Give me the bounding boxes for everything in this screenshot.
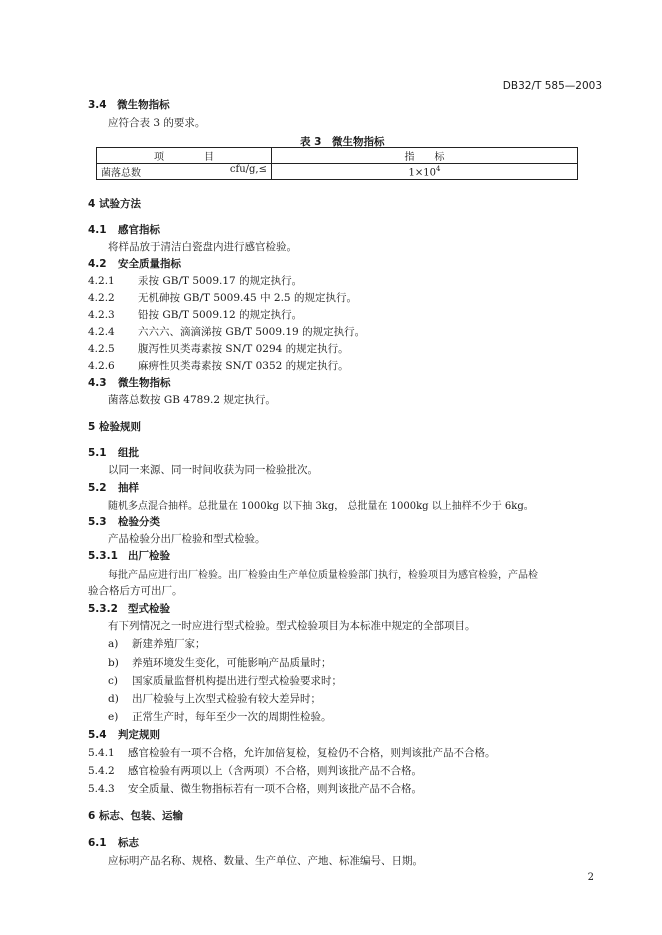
s52-title: 抽样 — [118, 482, 139, 494]
s52-heading — [88, 480, 139, 495]
item-num: 4.2.5 — [88, 343, 115, 355]
s53-title: 检验分类 — [118, 516, 160, 528]
item-num: 4.2.2 — [88, 292, 115, 304]
s61-heading — [88, 835, 139, 850]
row-item: 菌落总数 — [101, 168, 141, 179]
list-item — [108, 709, 332, 724]
item-text: 腹泻性贝类毒素按 SN/T 0294 的规定执行。 — [138, 343, 349, 355]
item-num: 5.4.1 — [88, 747, 115, 759]
item-text: 新建养殖厂家； — [132, 638, 206, 650]
s61-text: 应标明产品名称、规格、数量、生产单位、产地、标准编号、日期。 — [108, 855, 423, 867]
s34-text: 应符合表 3 的要求。 — [108, 117, 206, 129]
item-text: 汞按 GB/T 5009.17 的规定执行。 — [138, 275, 303, 287]
col-index-header: 指 标 — [272, 148, 578, 164]
list-item — [88, 781, 422, 796]
item-text: 国家质量监督机构提出进行型式检验要求时； — [132, 675, 342, 687]
s41-num: 4.1 — [88, 224, 107, 236]
item-num: 4.2.6 — [88, 360, 115, 372]
s41-title: 感官指标 — [118, 224, 160, 236]
s52-num: 5.2 — [88, 482, 107, 494]
list-item — [88, 358, 349, 373]
table-header-row — [97, 148, 578, 164]
item-text: 麻痹性贝类毒素按 SN/T 0352 的规定执行。 — [138, 360, 349, 372]
s51-title: 组批 — [118, 447, 139, 459]
s53-text: 产品检验分出厂检验和型式检验。 — [108, 533, 266, 545]
s5-title: 5 检验规则 — [88, 421, 141, 433]
item-label: a) — [108, 638, 119, 650]
s43-title: 微生物指标 — [118, 377, 171, 389]
item-text: 安全质量、微生物指标若有一项不合格，则判该批产品不合格。 — [128, 783, 422, 795]
s53-heading — [88, 514, 160, 529]
item-text: 无机砷按 GB/T 5009.45 中 2.5 的规定执行。 — [138, 292, 357, 304]
s51-heading — [88, 445, 139, 460]
s51-text: 以同一来源、同一时间收获为同一检验批次。 — [108, 464, 318, 476]
s531-num: 5.3.1 — [88, 550, 118, 562]
s532-num: 5.3.2 — [88, 603, 118, 615]
item-text: 感官检验有两项以上（含两项）不合格，则判该批产品不合格。 — [128, 765, 422, 777]
s43-text: 菌落总数按 GB 4789.2 规定执行。 — [108, 394, 276, 406]
s41-text: 将样品放于清洁白瓷盘内进行感官检验。 — [108, 241, 297, 253]
s531-heading — [88, 548, 170, 563]
row-value-cell — [272, 164, 578, 180]
s51-num: 5.1 — [88, 447, 107, 459]
s4-title: 4 试验方法 — [88, 198, 141, 210]
s42-title: 安全质量指标 — [118, 258, 181, 270]
item-text: 正常生产时，每年至少一次的周期性检验。 — [132, 711, 332, 723]
row-value-exponent: 4 — [436, 164, 441, 173]
item-label: b) — [108, 657, 119, 669]
list-item — [88, 324, 365, 339]
list-item — [108, 655, 332, 670]
s54-title: 判定规则 — [118, 729, 160, 741]
item-text: 铅按 GB/T 5009.12 的规定执行。 — [138, 309, 303, 321]
list-item — [88, 763, 422, 778]
s41-heading — [88, 222, 160, 237]
row-unit: cfu/g,≤ — [229, 164, 267, 175]
s61-title: 标志 — [118, 837, 139, 849]
list-item — [108, 691, 321, 706]
list-item — [88, 273, 302, 288]
list-item — [108, 673, 342, 688]
s34-heading: 3.4 微生物指标 — [88, 99, 170, 111]
list-item — [88, 307, 302, 322]
item-num: 5.4.3 — [88, 783, 115, 795]
s61-num: 6.1 — [88, 837, 107, 849]
item-text: 六六六、滴滴涕按 GB/T 5009.19 的规定执行。 — [138, 326, 366, 338]
list-item — [88, 341, 349, 356]
s531-text-line1: 每批产品应进行出厂检验。出厂检验由生产单位质量检验部门执行，检验项目为感官检验，产品检 — [108, 570, 538, 581]
list-item — [88, 745, 496, 760]
s53-num: 5.3 — [88, 516, 107, 528]
row-item-cell — [97, 164, 272, 180]
s42-num: 4.2 — [88, 258, 107, 270]
table-3 — [96, 147, 578, 180]
s531-title: 出厂检验 — [128, 550, 170, 562]
table-row — [97, 164, 578, 180]
page-number: 2 — [587, 872, 594, 883]
list-item — [88, 290, 357, 305]
s52-text: 随机多点混合抽样。总批量在 1000kg 以下抽 3kg， 总批量在 1000kg 以上抽样不少于 6kg。 — [108, 501, 534, 512]
item-num: 4.2.4 — [88, 326, 115, 338]
item-text: 养殖环境发生变化，可能影响产品质量时； — [132, 657, 332, 669]
s532-heading — [88, 601, 170, 616]
s532-text: 有下列情况之一时应进行型式检验。型式检验项目为本标准中规定的全部项目。 — [108, 620, 476, 632]
table3-caption: 表 3 微生物指标 — [300, 136, 385, 148]
item-text: 出厂检验与上次型式检验有较大差异时； — [132, 693, 321, 705]
item-label: d) — [108, 693, 119, 705]
s42-heading — [88, 256, 181, 271]
item-num: 5.4.2 — [88, 765, 115, 777]
s532-title: 型式检验 — [128, 603, 170, 615]
s54-heading — [88, 727, 160, 742]
item-num: 4.2.1 — [88, 275, 115, 287]
doc-code: DB32/T 585—2003 — [502, 80, 602, 92]
item-label: c) — [108, 675, 118, 687]
s531-text-line2: 验合格后方可出厂。 — [88, 585, 183, 597]
col-item-header: 项 目 — [97, 148, 272, 164]
item-num: 4.2.3 — [88, 309, 115, 321]
s54-num: 5.4 — [88, 729, 107, 741]
list-item — [108, 636, 206, 651]
s43-num: 4.3 — [88, 377, 107, 389]
row-value: 1×10 — [408, 167, 436, 179]
s6-title: 6 标志、包装、运输 — [88, 810, 183, 822]
item-label: e) — [108, 711, 119, 723]
item-text: 感官检验有一项不合格，允许加倍复检，复检仍不合格，则判该批产品不合格。 — [128, 747, 496, 759]
s43-heading — [88, 375, 171, 390]
